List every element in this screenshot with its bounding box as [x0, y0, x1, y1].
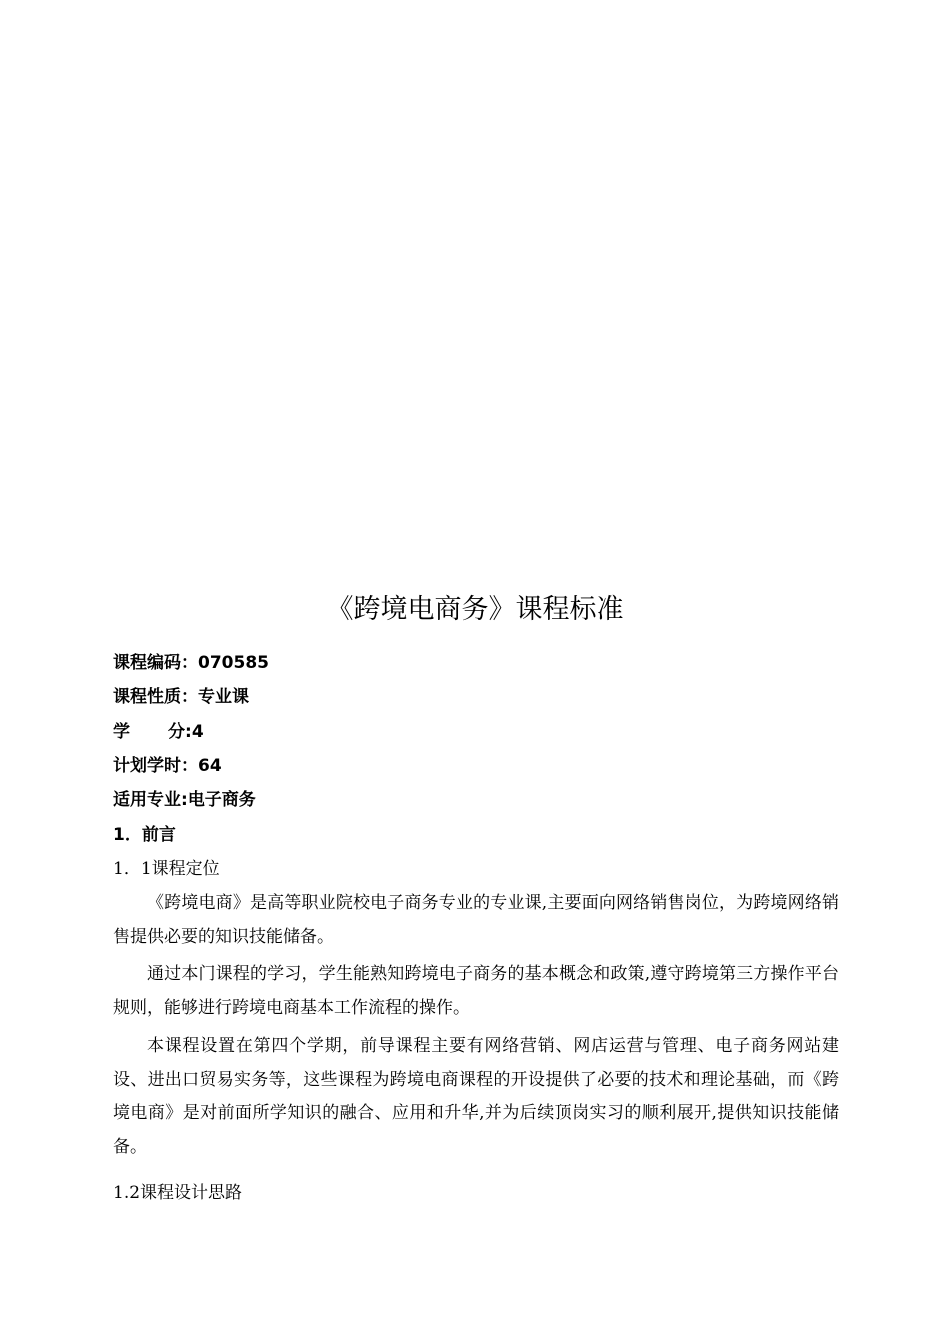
paragraph-course-positioning: 《跨境电商》是高等职业院校电子商务专业的专业课,主要面向网络销售岗位，为跨境网络销售提供必要的知识技能储备。: [113, 893, 839, 947]
meta-value: 电子商务: [187, 790, 256, 810]
meta-label-part-b: 分:: [168, 722, 192, 742]
meta-course-code: [113, 650, 269, 676]
paragraph-learning-outcomes: 通过本门课程的学习，学生能熟知跨境电子商务的基本概念和政策,遵守跨境第三方操作平台规则，能够进行跨境电商基本工作流程的操作。: [113, 964, 839, 1018]
meta-label: 课程编码：: [113, 653, 198, 673]
section-heading-preface: 1．前言: [113, 825, 176, 845]
paragraph-course-arrangement: 本课程设置在第四个学期，前导课程主要有网络营销、网店运营与管理、电子商务网站建设、进出口贸易实务等，这些课程为跨境电商课程的开设提供了必要的技术和理论基础，而《跨境电商》是对前面所学知识的融合、应用和升华,并为后续顶岗实习的顺利展开,提供知识技能储备。: [113, 1036, 839, 1157]
meta-label-part-a: 学: [113, 722, 130, 742]
meta-planned-hours: [113, 753, 222, 779]
subsection-heading-design-approach: 1.2课程设计思路: [113, 1183, 243, 1203]
meta-value: 4: [191, 722, 204, 742]
meta-value: 专业课: [198, 687, 249, 707]
meta-label: 适用专业:: [113, 790, 188, 810]
meta-applicable-major: [113, 787, 256, 813]
meta-course-nature: [113, 684, 249, 710]
meta-credits: [113, 719, 204, 745]
meta-label: 课程性质：: [113, 687, 198, 707]
meta-value: 64: [198, 756, 222, 776]
meta-label: 计划学时：: [113, 756, 198, 776]
meta-value: 070585: [198, 653, 269, 673]
subsection-heading-course-positioning: 1．1课程定位: [113, 859, 220, 879]
document-title: 《跨境电商务》课程标准: [326, 594, 624, 625]
